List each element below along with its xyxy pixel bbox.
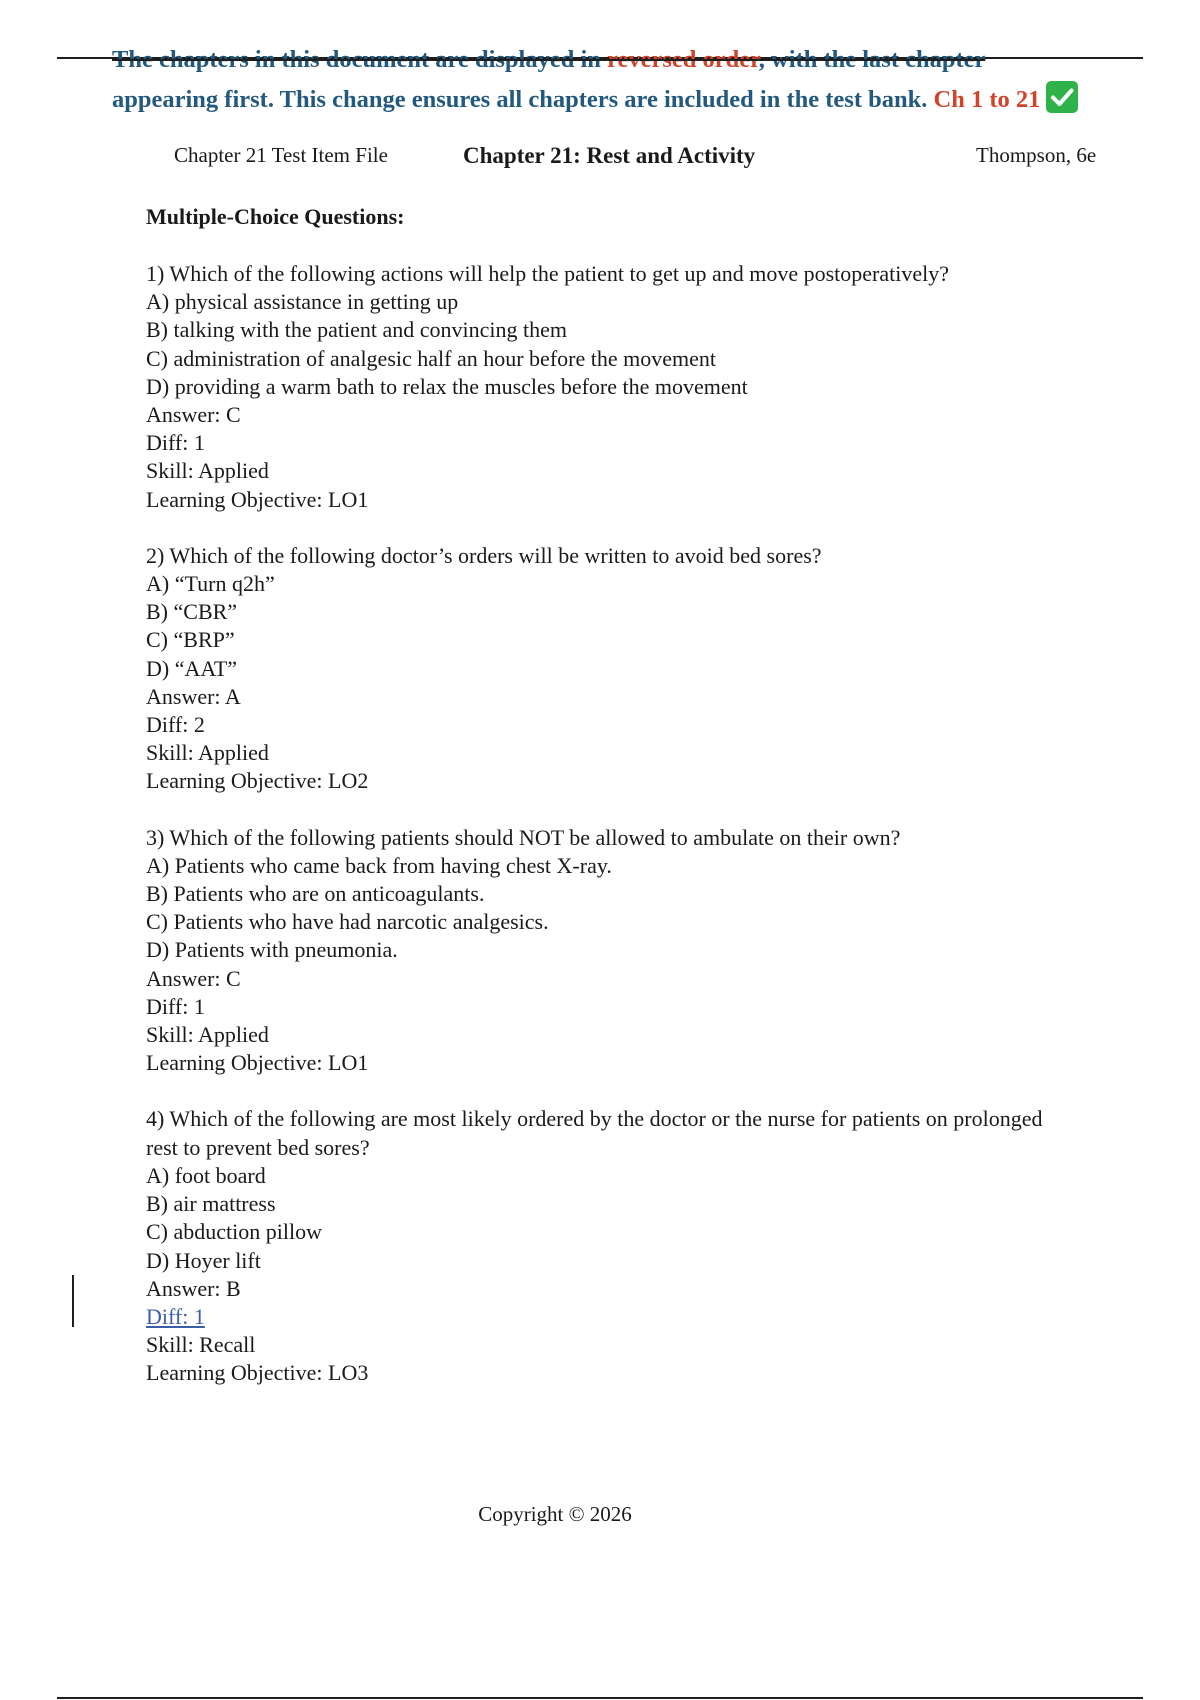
learning-objective: Learning Objective: LO2 [146,768,369,794]
option-a: A) “Turn q2h” [146,571,275,597]
banner-chapter-range: Ch 1 to 21 [933,86,1041,113]
copyright: Copyright © 2026 [478,1502,632,1526]
banner-text: The chapters in this document are displayed in [112,46,608,73]
option-c: C) administration of analgesic half an hour before the movement [146,345,716,371]
question-list [146,200,1046,1416]
page-footer [0,1502,1200,1527]
option-a: A) physical assistance in getting up [146,289,459,315]
answer: Answer: C [146,965,241,991]
option-d: D) Hoyer lift [146,1247,261,1273]
check-mark-icon [1046,81,1078,113]
option-a: A) Patients who came back from having chest X-ray. [146,852,612,878]
option-d: D) Patients with pneumonia. [146,937,398,963]
header-author-edition: Thompson, 6e [976,143,1097,167]
answer: Answer: C [146,402,241,428]
banner-line-2 [112,80,1152,120]
question-stem: 1) Which of the following actions will help the patient to get up and move postoperatively? [146,261,950,286]
question-stem: 2) Which of the following doctor’s orders will be written to avoid bed sores? [146,542,822,568]
option-d: D) providing a warm bath to relax the muscles before the movement [146,373,748,399]
skill: Skill: Applied [146,740,269,766]
question-item [146,824,1046,1078]
header-test-item-file: Chapter 21 Test Item File [174,143,388,167]
option-b: B) talking with the patient and convincing them [146,317,567,343]
answer: Answer: A [146,683,241,709]
option-b: B) “CBR” [146,599,238,625]
page-header [0,143,1200,179]
difficulty: Diff: 1 [146,430,205,456]
question-item [146,1105,1046,1387]
change-bar [72,1275,74,1327]
learning-objective: Learning Objective: LO1 [146,486,369,512]
option-b: B) Patients who are on anticoagulants. [146,881,485,907]
question-stem: 3) Which of the following patients should NOT be allowed to ambulate on their own? [146,824,901,850]
banner-highlight: reversed order [607,46,759,73]
answer: Answer: B [146,1275,241,1301]
notice-banner [112,40,1152,120]
difficulty: Diff: 1 [146,993,205,1019]
difficulty-link[interactable] [146,1303,1046,1331]
option-b: B) air mattress [146,1191,276,1217]
skill: Skill: Recall [146,1332,256,1358]
bottom-rule [57,1697,1143,1699]
difficulty: Diff: 2 [146,712,205,738]
learning-objective: Learning Objective: LO1 [146,1050,369,1076]
banner-text: , with the last chapter [758,46,986,73]
skill: Skill: Applied [146,458,269,484]
banner-line-1 [112,40,1152,80]
option-c: C) “BRP” [146,627,235,653]
option-d: D) “AAT” [146,655,238,681]
question-item [146,542,1046,796]
difficulty-link-text[interactable]: Diff: 1 [146,1303,205,1329]
question-stem: 4) Which of the following are most likely ordered by the doctor or the nurse for patients on prolonged rest to prevent bed sores? [146,1106,1043,1160]
banner-text: appearing first. This change ensures all chapters are included in the test bank. [112,86,934,113]
question-item [146,260,1046,514]
option-c: C) Patients who have had narcotic analgesics. [146,909,549,935]
section-title: Multiple-Choice Questions: [146,204,405,229]
option-a: A) foot board [146,1162,266,1188]
skill: Skill: Applied [146,1022,269,1048]
learning-objective: Learning Objective: LO3 [146,1360,369,1386]
option-c: C) abduction pillow [146,1219,322,1245]
chapter-title: Chapter 21: Rest and Activity [463,143,756,168]
